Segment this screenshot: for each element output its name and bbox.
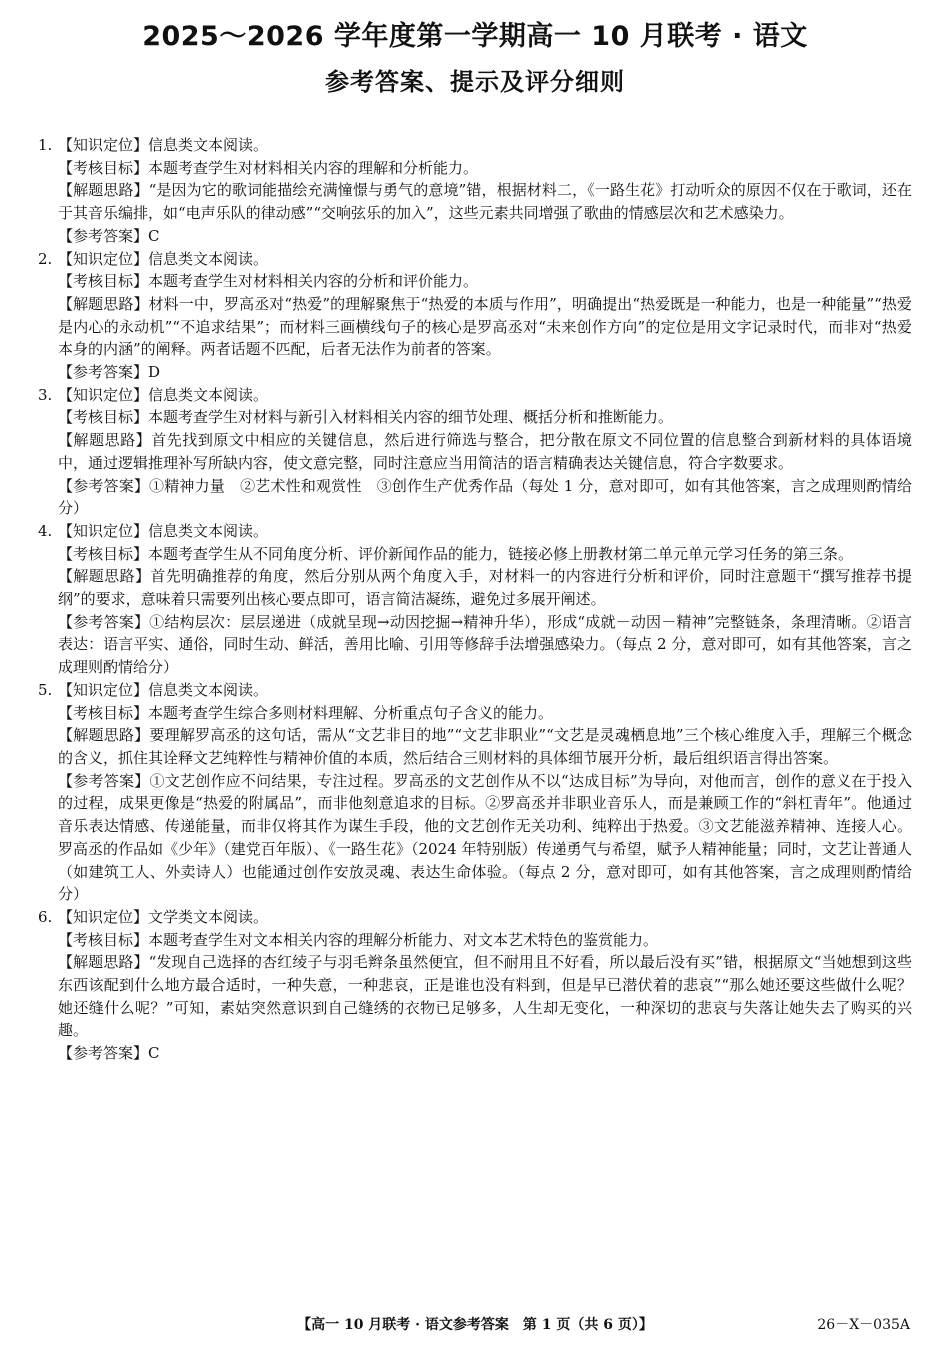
knowledge-position: 【知识定位】信息类文本阅读。 bbox=[58, 136, 269, 154]
reference-answer: 【参考答案】C bbox=[58, 226, 160, 245]
answer-item-3 bbox=[38, 384, 912, 520]
reference-answer: 【参考答案】①精神力量 ②艺术性和观赏性 ③创作生产优秀作品（每处 1 分，意对即可，如有其他答案，言之成理则酌情给分） bbox=[58, 476, 912, 518]
solution-idea: 【解题思路】“是因为它的歌词能描绘充满憧憬与勇气的意境”错，根据材料二，《一路生花》打动听众的原因不仅在于歌词，还在于其音乐编排，如“电声乐队的律动感”“交响弦乐的加入”，这些元素共同增强了歌曲的情感层次和艺术感染力。 bbox=[58, 181, 912, 223]
footer-doc-code: 26－X－035A bbox=[817, 1317, 910, 1333]
assessment-goal: 【考核目标】本题考查学生从不同角度分析、评价新闻作品的能力，链接必修上册教材第二单元单元学习任务的第三条。 bbox=[58, 544, 854, 563]
solution-idea: 【解题思路】要理解罗高丞的这句话，需从“文艺非目的地”“文艺非职业”“文艺是灵魂栖息地”三个核心维度入手，理解三个概念的含义，抓住其诠释文艺纯粹性与精神价值的本质，然后结合三则材料的具体细节展开分析，最后组织语言得出答案。 bbox=[58, 726, 912, 767]
document-title: 2025～2026 学年度第一学期高一 10 月联考 · 语文 bbox=[142, 21, 808, 52]
answer-item-1 bbox=[38, 134, 912, 248]
page-footer bbox=[0, 1314, 950, 1338]
answer-list bbox=[38, 134, 912, 1065]
reference-answer: 【参考答案】①文艺创作应不问结果，专注过程。罗高丞的文艺创作从不以“达成目标”为导向，对他而言，创作的意义在于投入的过程，成果更像是“热爱的附属品”，而非他刻意追求的目标。②罗高丞并非职业音乐人，而是兼顾工作的“斜杠青年”。他通过音乐表达情感、传递能量，而非仅将其作为谋生手段，他的文艺创作无关功利、纯粹出于热爱。③文艺能滋养精神、连接人心。罗高丞的作品如《少年》（建党百年版）、《一路生花》（2024 年特别版）传递勇气与希望，赋予人精神能量；同时，文艺让普通人（如建筑工人、外卖诗人）也能通过创作安放灵魂、表达生命体验。（每点 2 分，意对即可，如有其他答案，言之成理则酌情给分） bbox=[58, 771, 912, 904]
solution-idea: 【解题思路】首先找到原文中相应的关键信息，然后进行筛选与整合，把分散在原文不同位置的信息整合到新材料的具体语境中，通过逻辑推理补写所缺内容，使文意完整，同时注意应当用简洁的语言精确表达关键信息，符合字数要求。 bbox=[58, 431, 912, 472]
item-number: 6. bbox=[38, 907, 53, 926]
solution-idea: 【解题思路】“发现自己选择的杏红绫子与羽毛辫条虽然便宜，但不耐用且不好看，所以最后没有买”错，根据原文“当她想到这些东西该配到什么地方最合适时，一种失意，一种悲哀，正是谁也没有料到，但是早已潜伏着的悲哀”“那么她还要这些做什么呢？她还缝什么呢？”可知，素姑突然意识到自己缝绣的衣物已足够多，人生却无变化，一种深切的悲哀与失落让她失去了购买的兴趣。 bbox=[58, 953, 912, 1040]
reference-answer: 【参考答案】①结构层次：层层递进（成就呈现→动因挖掘→精神升华），形成“成就－动因－精神”完整链条，条理清晰。②语言表达：语言平实、通俗，同时生动、鲜活，善用比喻、引用等修辞手法增强感染力。（每点 2 分，意对即可，如有其他答案，言之成理则酌情给分） bbox=[58, 612, 912, 677]
assessment-goal: 【考核目标】本题考查学生对材料相关内容的分析和评价能力。 bbox=[58, 272, 479, 291]
item-number: 1. bbox=[38, 136, 53, 154]
item-number: 2. bbox=[38, 249, 53, 268]
answer-item-6 bbox=[38, 906, 912, 1065]
assessment-goal: 【考核目标】本题考查学生对材料相关内容的理解和分析能力。 bbox=[58, 158, 479, 177]
answer-item-4 bbox=[38, 520, 912, 679]
item-number: 5. bbox=[38, 680, 53, 699]
knowledge-position: 【知识定位】信息类文本阅读。 bbox=[58, 249, 269, 268]
document-subtitle: 参考答案、提示及评分细则 bbox=[325, 68, 625, 96]
item-number: 3. bbox=[38, 385, 53, 404]
knowledge-position: 【知识定位】信息类文本阅读。 bbox=[58, 680, 269, 699]
knowledge-position: 【知识定位】信息类文本阅读。 bbox=[58, 521, 269, 540]
footer-page-info: 【高一 10 月联考 · 语文参考答案 第 1 页（共 6 页）】 bbox=[297, 1317, 653, 1333]
answer-item-5 bbox=[38, 679, 912, 906]
item-number: 4. bbox=[38, 521, 53, 540]
assessment-goal: 【考核目标】本题考查学生对文本相关内容的理解分析能力、对文本艺术特色的鉴赏能力。 bbox=[58, 930, 659, 949]
reference-answer: 【参考答案】D bbox=[58, 363, 161, 382]
knowledge-position: 【知识定位】信息类文本阅读。 bbox=[58, 385, 269, 404]
reference-answer: 【参考答案】C bbox=[58, 1044, 160, 1063]
answer-item-2 bbox=[38, 248, 912, 384]
solution-idea: 【解题思路】首先明确推荐的角度，然后分别从两个角度入手，对材料一的内容进行分析和评价，同时注意题干“撰写推荐书提纲”的要求，意味着只需要列出核心要点即可，语言简洁凝练，避免过多展开阐述。 bbox=[58, 567, 912, 609]
assessment-goal: 【考核目标】本题考查学生综合多则材料理解、分析重点句子含义的能力。 bbox=[58, 703, 554, 722]
assessment-goal: 【考核目标】本题考查学生对材料与新引入材料相关内容的细节处理、概括分析和推断能力。 bbox=[58, 408, 674, 427]
solution-idea: 【解题思路】材料一中，罗高丞对“热爱”的理解聚焦于“热爱的本质与作用”，明确提出“热爱既是一种能力，也是一种能量”“热爱是内心的永动机”“不追求结果”；而材料三画横线句子的核心是罗高丞对“未来创作方向”的定位是用文字记录时代，而非对“热爱本身的内涵”的阐释。两者话题不匹配，后者无法作为前者的答案。 bbox=[58, 294, 912, 359]
knowledge-position: 【知识定位】文学类文本阅读。 bbox=[58, 907, 269, 926]
